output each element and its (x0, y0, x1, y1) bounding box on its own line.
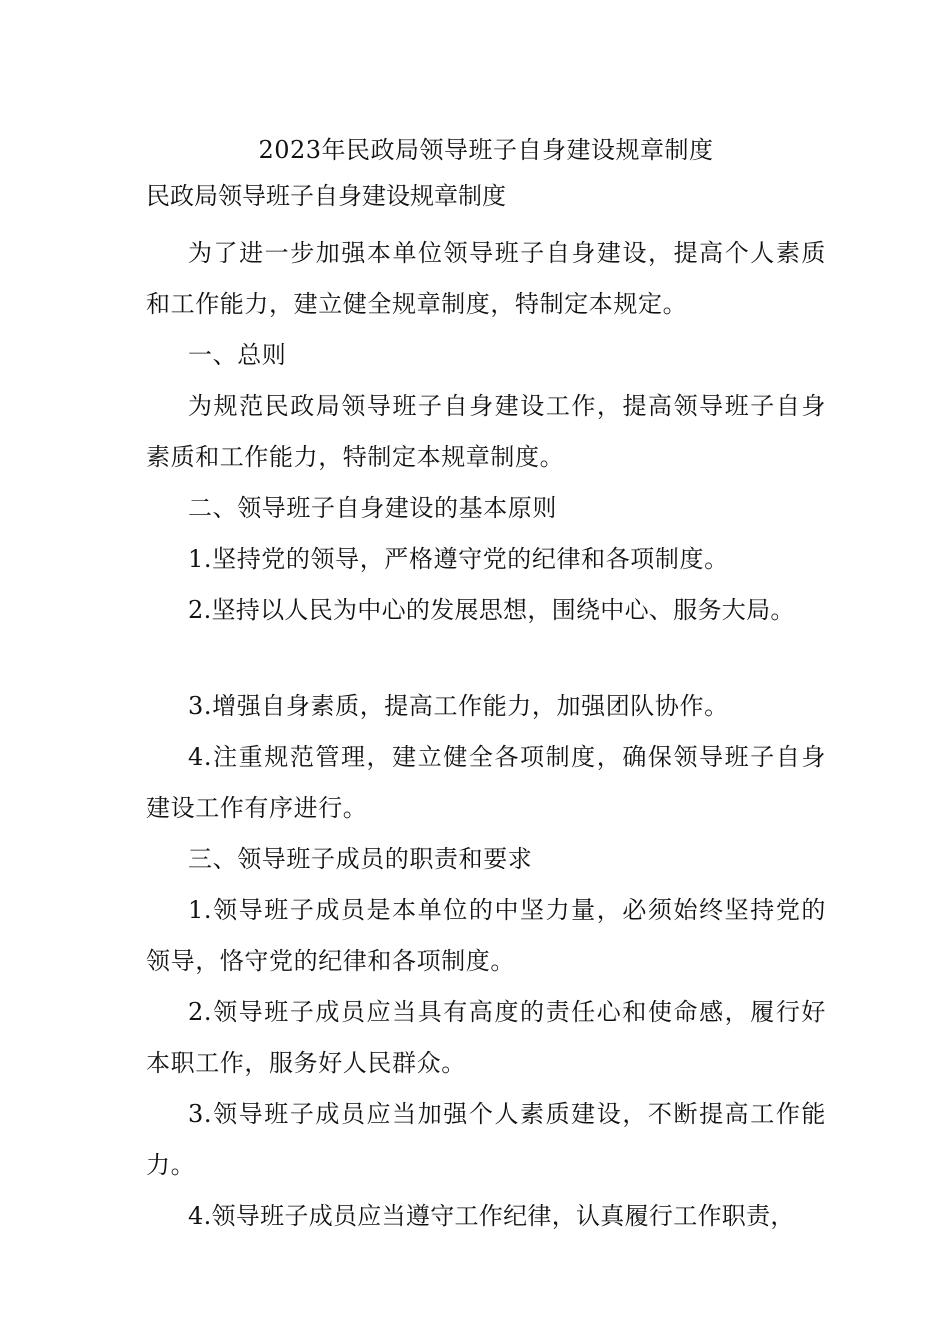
document-subtitle: 民政局领导班子自身建设规章制度 (146, 182, 506, 210)
intro-paragraph: 为了进一步加强本单位领导班子自身建设，提高个人素质和工作能力，建立健全规章制度，特制定本规定。 (146, 239, 826, 318)
section1-body: 为规范民政局领导班子自身建设工作，提高领导班子自身素质和工作能力，特制定本规章制度。 (146, 392, 826, 471)
section3-item: 1.领导班子成员是本单位的中坚力量，必须始终坚持党的领导，恪守党的纪律和各项制度。 (146, 896, 826, 975)
section3-item: 3.领导班子成员应当加强个人素质建设，不断提高工作能力。 (146, 1100, 826, 1179)
section2-item: 2.坚持以人民为中心的发展思想，围绕中心、服务大局。 (188, 596, 795, 624)
section2-heading: 二、领导班子自身建设的基本原则 (188, 494, 557, 522)
section1-heading: 一、总则 (188, 341, 287, 369)
paragraph-spacer (146, 636, 826, 681)
section2-item: 1.坚持党的领导，严格遵守党的纪律和各项制度。 (188, 545, 729, 573)
section3-heading: 三、领导班子成员的职责和要求 (188, 845, 533, 873)
section2-item: 4.注重规范管理，建立健全各项制度，确保领导班子自身建设工作有序进行。 (146, 743, 826, 822)
document-title: 2023年民政局领导班子自身建设规章制度 (258, 136, 714, 164)
section2-item: 3.增强自身素质，提高工作能力，加强团队协作。 (188, 692, 729, 720)
section3-item: 2.领导班子成员应当具有高度的责任心和使命感，履行好本职工作，服务好人民群众。 (146, 998, 826, 1077)
document-body (146, 131, 826, 1242)
section3-item: 4.领导班子成员应当遵守工作纪律，认真履行工作职责， (188, 1202, 795, 1230)
